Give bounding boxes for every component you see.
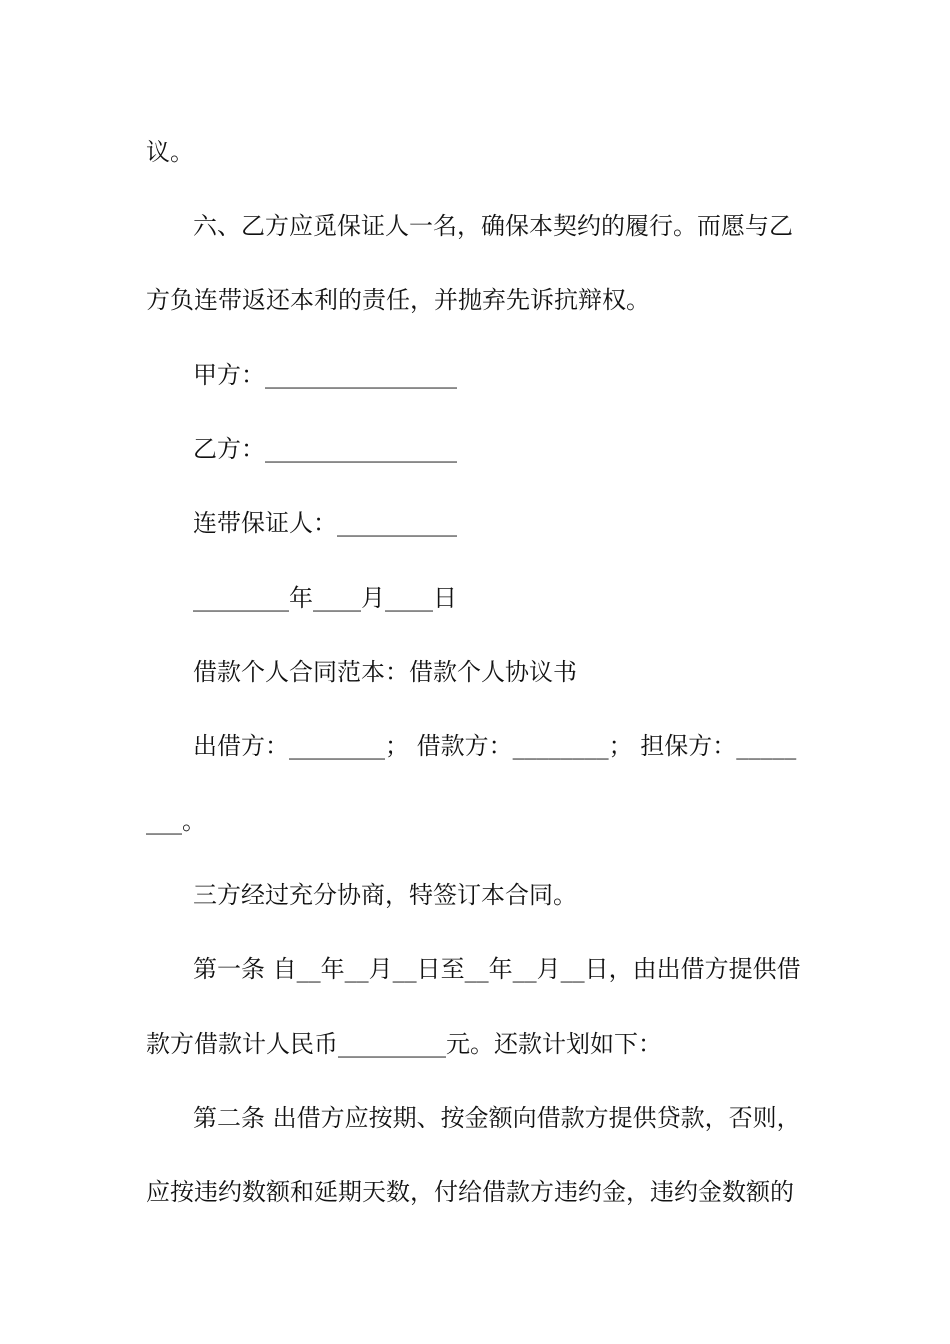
- article-1-line: 款方借款计人民币_________元。还款计划如下：: [146, 1030, 662, 1058]
- date-line: ________年____月____日: [193, 584, 457, 612]
- paragraph-line: 议。: [146, 138, 194, 166]
- article-2-line: 应按违约数额和延期天数，付给借款方违约金，违约金数额的: [146, 1178, 794, 1206]
- signature-line-party-b: 乙方：________________: [193, 435, 457, 463]
- paragraph-line: 方负连带返还本利的责任，并抛弃先诉抗辩权。: [146, 286, 650, 314]
- signature-line-guarantor: 连带保证人：__________: [193, 509, 457, 537]
- article-1-line: 第一条 自__年__月__日至__年__月__日，由出借方提供借: [193, 955, 801, 983]
- article-2-line: 第二条 出借方应按期、按金额向借款方提供贷款，否则，: [193, 1104, 801, 1132]
- paragraph-line: 六、乙方应觅保证人一名，确保本契约的履行。而愿与乙: [193, 212, 793, 240]
- paragraph-line: 三方经过充分协商，特签订本合同。: [193, 881, 577, 909]
- signature-line-party-a: 甲方：________________: [193, 361, 457, 389]
- section-title: 借款个人合同范本：借款个人协议书: [193, 658, 577, 686]
- parties-line: 出借方：________； 借款方：________； 担保方：_____: [193, 732, 797, 760]
- paragraph-line: ___。: [146, 807, 206, 835]
